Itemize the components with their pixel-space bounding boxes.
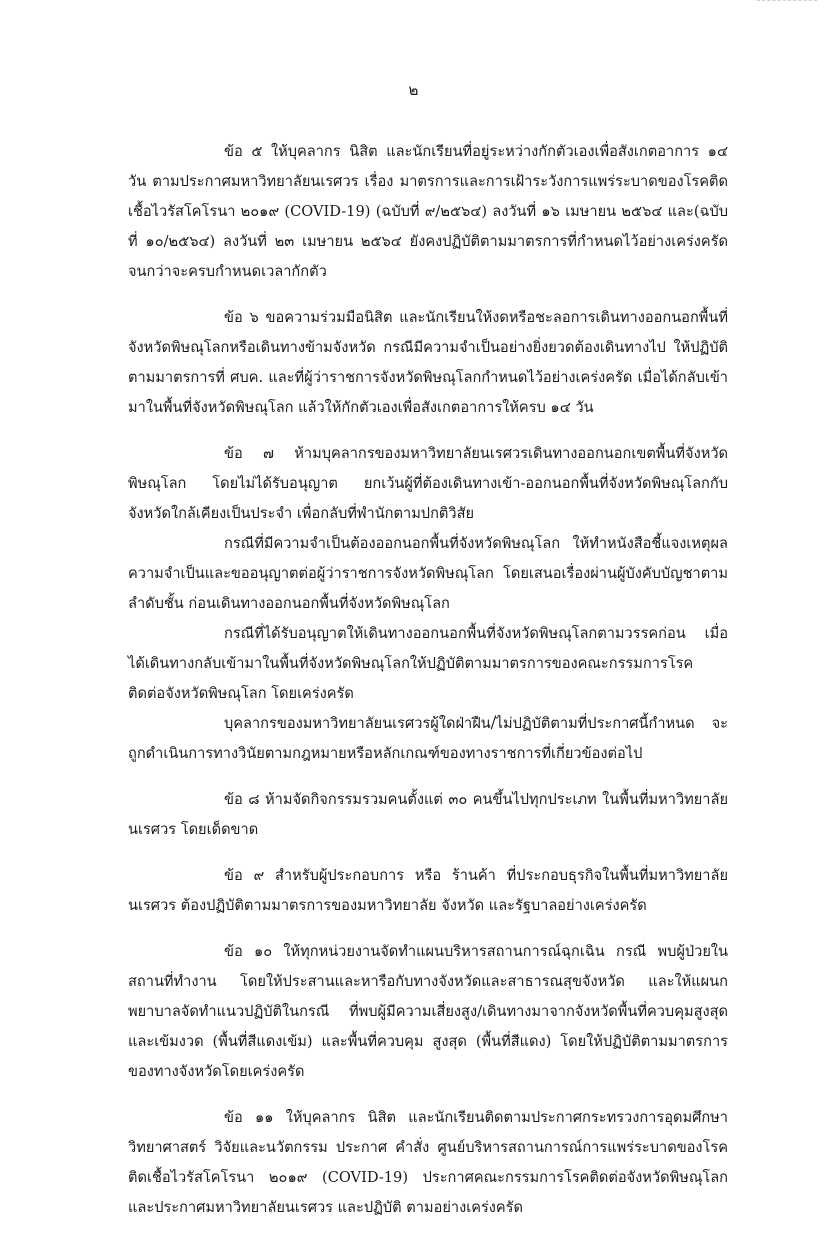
clause-7-sub-2: กรณีที่ได้รับอนุญาตให้เดินทางออกนอกพื้นที่จังหวัดพิษณุโลกตามวรรคก่อน เมื่อได้เดินทางกลับเข้ามาในพื้นที่จังหวัดพิษณุโลกให้ปฏิบัติตามมาตรการของคณะกรรมการโรคติดต่อจังหวัดพิษณุโลก โดยเคร่งครัด [128, 625, 728, 702]
clause-5: ข้อ ๕ ให้บุคลากร นิสิต และนักเรียนที่อยู่ระหว่างกักตัวเองเพื่อสังเกตอาการ ๑๔ วัน ตามประกาศมหาวิทยาลัยนเรศวร เรื่อง มาตรการและการเฝ้าระวังการแพร่ระบาดของโรคติดเชื้อไวรัสโคโรนา ๒๐๑๙ (COVID-19) (ฉบับที่ ๙/๒๕๖๔) ลงวันที่ ๑๖ เมษายน ๒๕๖๔ และ(ฉบับที่ ๑๐/๒๕๖๔) ลงวันที่ ๒๓ เมษายน ๒๕๖๔ ยังคงปฏิบัติตามมาตรการที่กำหนดไว้อย่างเคร่งครัด จนกว่าจะครบกำหนดเวลากักตัว [128, 143, 728, 280]
clause-7-sub-1: กรณีที่มีความจำเป็นต้องออกนอกพื้นที่จังหวัดพิษณุโลก ให้ทำหนังสือชี้แจงเหตุผลความจำเป็นและขออนุญาตต่อผู้ว่าราชการจังหวัดพิษณุโลก โดยเสนอเรื่องผ่านผู้บังคับบัญชาตามลำดับชั้น ก่อนเดินทางออกนอกพื้นที่จังหวัดพิษณุโลก [128, 535, 728, 612]
clause-11: ข้อ ๑๑ ให้บุคลากร นิสิต และนักเรียนติดตามประกาศกระทรวงการอุดมศึกษา วิทยาศาสตร์ วิจัยและนวัตกรรม ประกาศ คำสั่ง ศูนย์บริหารสถานการณ์การแพร่ระบาดของโรคติดเชื้อไวรัสโคโรนา ๒๐๑๙ (COVID-19) ประกาศคณะกรรมการโรคติดต่อจังหวัดพิษณุโลก และประกาศมหาวิทยาลัยนเรศวร และปฏิบัติ ตามอย่างเคร่งครัด [128, 1109, 728, 1216]
document-body [128, 137, 728, 1239]
clause-10: ข้อ ๑๐ ให้ทุกหน่วยงานจัดทำแผนบริหารสถานการณ์ฉุกเฉิน กรณี พบผู้ป่วยในสถานที่ทำงาน โดยให้ประสานและหารือกับทางจังหวัดและสาธารณสุขจังหวัด และให้แผนกพยาบาลจัดทำแนวปฏิบัติในกรณี ที่พบผู้มีความเสี่ยงสูง/เดินทางมาจากจังหวัดพื้นที่ควบคุมสูงสุดและเข้มงวด (พื้นที่สีแดงเข้ม) และพื้นที่ควบคุม สูงสุด (พื้นที่สีแดง) โดยให้ปฏิบัติตามมาตรการของทางจังหวัดโดยเคร่งครัด [128, 943, 728, 1080]
clause-6: ข้อ ๖ ขอความร่วมมือนิสิต และนักเรียนให้งดหรือชะลอการเดินทางออกนอกพื้นที่จังหวัดพิษณุโลกหรือเดินทางข้ามจังหวัด กรณีมีความจำเป็นอย่างยิ่งยวดต้องเดินทางไป ให้ปฏิบัติตามมาตรการที่ ศบค. และที่ผู้ว่าราชการจังหวัดพิษณุโลกกำหนดไว้อย่างเคร่งครัด เมื่อได้กลับเข้ามาในพื้นที่จังหวัดพิษณุโลก แล้วให้กักตัวเองเพื่อสังเกตอาการให้ครบ ๑๔ วัน [128, 309, 728, 416]
clause-9: ข้อ ๙ สำหรับผู้ประกอบการ หรือ ร้านค้า ที่ประกอบธุรกิจในพื้นที่มหาวิทยาลัยนเรศวร ต้องปฏิบัติตามมาตรการของมหาวิทยาลัย จังหวัด และรัฐบาลอย่างเคร่งครัด [128, 867, 728, 914]
clause-7: ข้อ ๗ ห้ามบุคลากรของมหาวิทยาลัยนเรศวรเดินทางออกนอกเขตพื้นที่จังหวัดพิษณุโลก โดยไม่ได้รับอนุญาต ยกเว้นผู้ที่ต้องเดินทางเข้า-ออกนอกพื้นที่จังหวัดพิษณุโลกกับจังหวัดใกล้เคียงเป็นประจำ เพื่อกลับที่พำนักตามปกติวิสัย [128, 445, 728, 522]
clause-7-sub-3: บุคลากรของมหาวิทยาลัยนเรศวรผู้ใดฝ่าฝืน/ไม่ปฏิบัติตามที่ประกาศนี้กำหนด จะถูกดำเนินการทางวินัยตามกฎหมายหรือหลักเกณฑ์ของทางราชการที่เกี่ยวข้องต่อไป [128, 715, 728, 762]
page-number: ๒ [408, 81, 419, 99]
clause-8: ข้อ ๘ ห้ามจัดกิจกรรมรวมคนตั้งแต่ ๓๐ คนขึ้นไปทุกประเภท ในพื้นที่มหาวิทยาลัยนเรศวร โดยเด็ดขาด [128, 791, 728, 838]
scan-edge-mark [757, 0, 817, 3]
